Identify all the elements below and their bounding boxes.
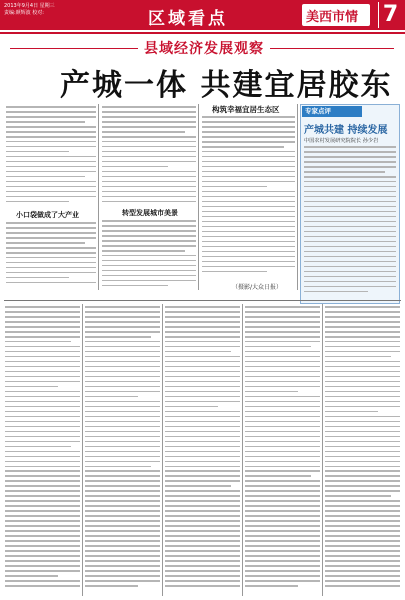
section-divider [4,300,401,301]
article-subtitle: 构筑幸福宜居生态区 [212,105,280,114]
column-divider [198,104,199,290]
column-divider [82,304,83,596]
section-subhead: 小口袋做成了大产业 [16,211,79,219]
expert-body [304,146,396,296]
masthead-rule [0,32,405,34]
column-divider [322,304,323,596]
section-subhead: 转型发展城市美景 [122,209,178,217]
masthead [0,0,405,38]
expert-author: 中国农村发展研究院院长 孙少岩 [304,138,379,144]
article-column-3 [202,116,295,276]
column-divider [242,304,243,596]
listing-column-2 [85,306,160,590]
page-number: 7 [378,2,402,28]
column-divider [98,104,99,290]
expert-title: 产城共建 持续发展 [304,125,388,136]
expert-tag: 专家点评 [302,106,362,117]
banner-title: 县域经济发展观察 [138,38,270,58]
article-column-1b [6,222,96,287]
listing-column-5 [325,306,400,590]
column-divider [162,304,163,596]
section-title: 区域看点 [148,9,228,29]
listing-column-1 [5,306,80,590]
article-column-2 [102,106,196,206]
brand-name: 美西市情 [306,10,359,25]
main-headline: 产城一体 共建宜居胶东 [60,68,393,103]
date-line [4,3,55,17]
article-column-2b [102,220,196,290]
column-divider [297,104,298,290]
photo-credit: （摄影/大众日报） [232,284,283,291]
listing-column-3 [165,306,240,590]
issue-date: 2013年9月4日 星期三 [4,3,55,9]
editor-line: 责编:颜辉波 校对: [4,10,44,16]
listing-column-4 [245,306,320,590]
article-column-1 [6,106,96,206]
